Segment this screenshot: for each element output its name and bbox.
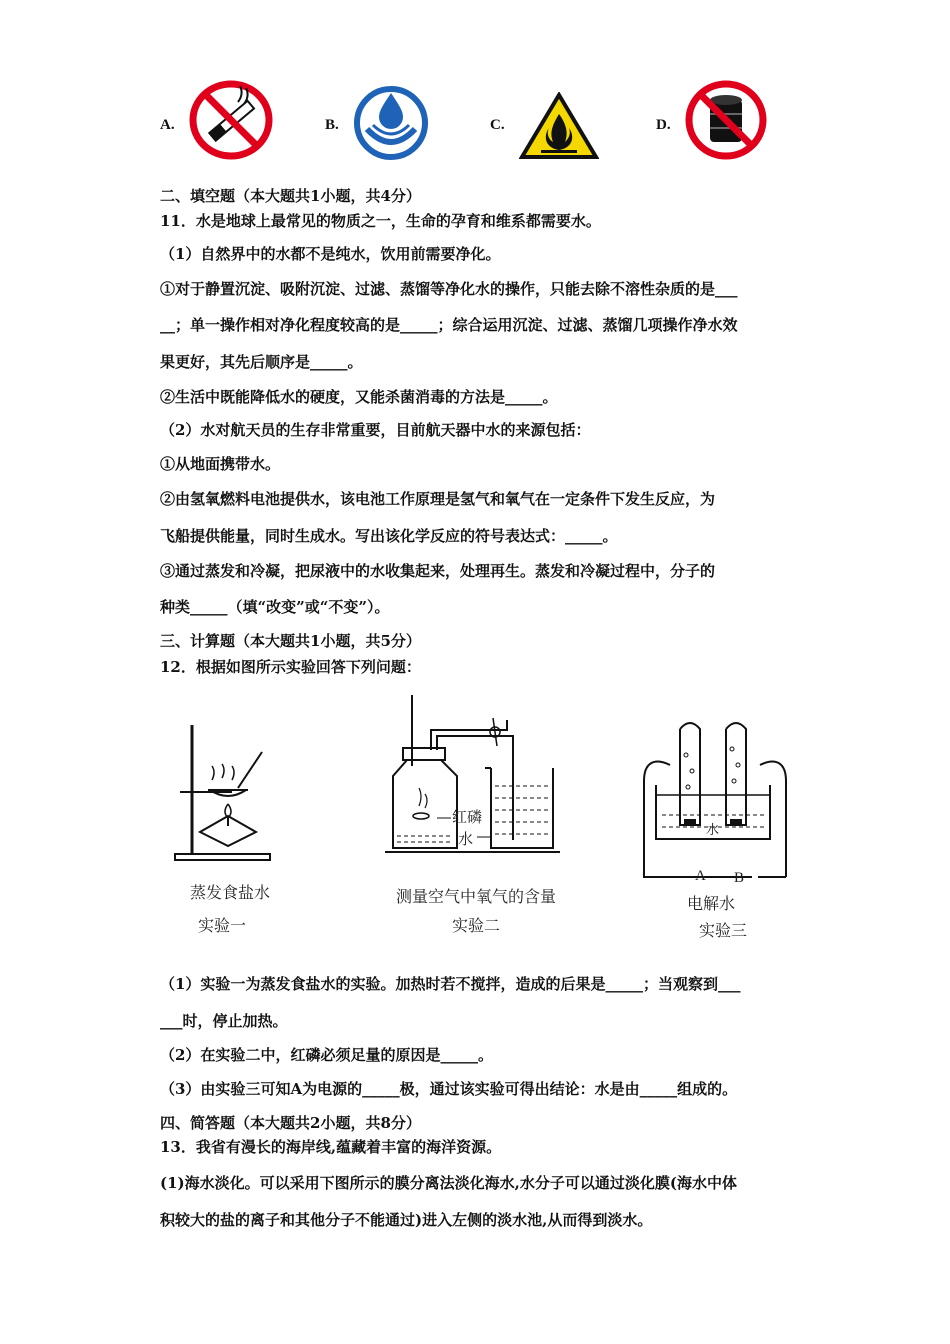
question-text: 积较大的盐的离子和其他分子不能通过)进入左侧的淡水池,从而得到淡水。 [160, 1211, 653, 1229]
question-text: 果更好，其先后顺序是_____。 [160, 353, 363, 371]
exp2-caption: 测量空气中氧气的含量 [396, 887, 557, 906]
water-saving-icon [353, 85, 429, 161]
section-title: 三、计算题（本大题共1小题，共5分） [160, 632, 421, 650]
electrolysis-apparatus [640, 715, 790, 885]
electrode-a-label: A [695, 868, 706, 884]
exp1-name: 实验一 [198, 916, 247, 935]
question-text: 13．我省有漫长的海岸线,蕴藏着丰富的海洋资源。 [160, 1138, 502, 1156]
question-text: (1)海水淡化。可以采用下图所示的膜分离法淡化海水,水分子可以通过淡化膜(海水中体 [160, 1174, 737, 1192]
question-text: __；单一操作相对净化程度较高的是_____；综合运用沉淀、过滤、蒸馏几项操作净水效 [160, 316, 738, 334]
question-text: ①对于静置沉淀、吸附沉淀、过滤、蒸馏等净化水的操作，只能去除不溶性杂质的是___ [160, 280, 738, 298]
question-text: （3）由实验三可知A为电源的_____极，通过该实验可得出结论：水是由_____组成的。 [160, 1080, 738, 1098]
red-phosphorus-label: 红磷 [452, 808, 483, 826]
section-title: 四、简答题（本大题共2小题，共8分） [160, 1114, 421, 1132]
option-c-label: C. [490, 117, 505, 133]
flammable-warning-icon [519, 92, 599, 160]
option-b-label: B. [325, 117, 339, 133]
option-d-label: D. [656, 117, 671, 133]
question-text: （2）在实验二中，红磷必须足量的原因是_____。 [160, 1046, 493, 1064]
question-text: （1）实验一为蒸发食盐水的实验。加热时若不搅拌，造成的后果是_____；当观察到___ [160, 975, 741, 993]
question-text: ②生活中既能降低水的硬度，又能杀菌消毒的方法是_____。 [160, 388, 558, 406]
section-title: 二、填空题（本大题共1小题，共4分） [160, 187, 421, 205]
question-text: 12．根据如图所示实验回答下列问题： [160, 658, 421, 676]
electrolysis-water-label: 水 [706, 823, 720, 838]
question-text: （2）水对航天员的生存非常重要，目前航天器中水的来源包括： [160, 421, 591, 439]
exp3-name: 实验三 [699, 921, 748, 940]
question-text: ②由氢氧燃料电池提供水，该电池工作原理是氢气和氧气在一定条件下发生反应，为 [160, 490, 716, 508]
water-label: 水 [458, 830, 474, 848]
electrode-b-label: B [734, 870, 745, 886]
question-text: （1）自然界中的水都不是纯水，饮用前需要净化。 [160, 245, 501, 263]
exp1-caption: 蒸发食盐水 [190, 883, 271, 902]
question-text: ③通过蒸发和冷凝，把尿液中的水收集起来，处理再生。蒸发和冷凝过程中，分子的 [160, 562, 716, 580]
question-text: ①从地面携带水。 [160, 455, 281, 473]
question-text: ___时，停止加热。 [160, 1012, 288, 1030]
question-text: 11．水是地球上最常见的物质之一，生命的孕育和维系都需要水。 [160, 212, 601, 230]
exp2-name: 实验二 [452, 916, 501, 935]
option-a-label: A. [160, 117, 175, 133]
no-oil-drum-icon [684, 80, 768, 160]
evaporation-apparatus [170, 720, 280, 865]
exp3-caption: 电解水 [687, 894, 736, 913]
question-text: 飞船提供能量，同时生成水。写出该化学反应的符号表达式：_____。 [160, 527, 618, 545]
question-text: 种类_____（填“改变”或“不变”）。 [160, 598, 390, 616]
no-smoking-icon [188, 80, 274, 160]
